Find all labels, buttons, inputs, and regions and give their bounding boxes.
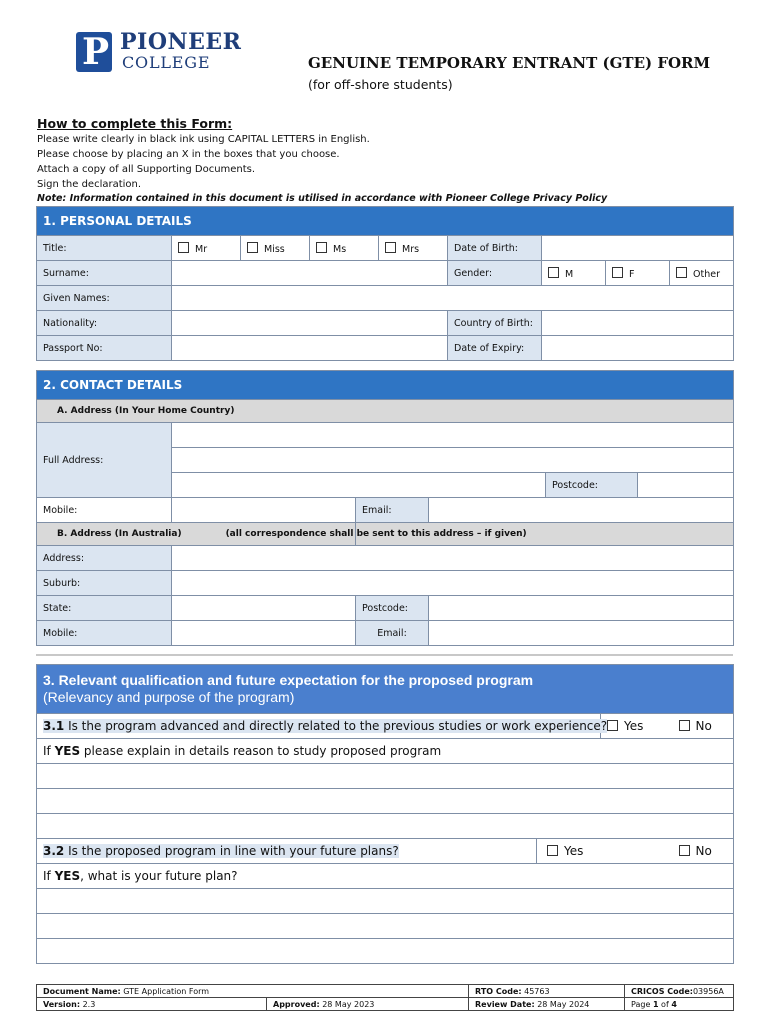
footer-rto: RTO Code: 45763 <box>469 985 625 998</box>
au-postcode-field[interactable] <box>429 596 734 621</box>
checkbox-icon <box>548 267 559 278</box>
home-postcode-field[interactable] <box>638 473 734 498</box>
australia-address-subheading: B. Address (In Australia) (all correspondence shall be sent to this address – if given) <box>37 523 356 546</box>
question-3-1: 3.1 Is the program advanced and directly related to the previous studies or work experience? <box>37 714 601 739</box>
instruction-line: Attach a copy of all Supporting Documents. <box>37 164 256 175</box>
gender-other-checkbox[interactable]: Other <box>670 261 734 286</box>
au-mobile-field[interactable] <box>172 621 356 646</box>
page-subtitle: (for off-shore students) <box>308 77 453 92</box>
state-field[interactable] <box>172 596 356 621</box>
instructions-title: How to complete this Form: <box>37 116 233 131</box>
title-mr-checkbox[interactable]: Mr <box>172 236 241 261</box>
expiry-field[interactable] <box>542 336 734 361</box>
checkbox-icon <box>607 720 618 731</box>
q1-answer-line[interactable] <box>37 764 734 789</box>
au-address-label: Address: <box>37 546 172 571</box>
au-email-field[interactable] <box>429 621 734 646</box>
checkbox-icon <box>676 267 687 278</box>
title-miss-checkbox[interactable]: Miss <box>241 236 310 261</box>
footer-version: Version: 2.3 <box>37 998 267 1011</box>
checkbox-icon <box>247 242 258 253</box>
q2-no-checkbox[interactable]: No <box>673 839 734 864</box>
personal-details-table <box>36 206 734 361</box>
full-address-line-1[interactable] <box>172 423 734 448</box>
suburb-field[interactable] <box>172 571 734 596</box>
checkbox-icon <box>679 720 690 731</box>
footer-cricos: CRICOS Code:03956A <box>625 985 734 998</box>
q2-answer-line[interactable] <box>37 914 734 939</box>
au-address-field[interactable] <box>172 546 734 571</box>
q1-answer-line[interactable] <box>37 789 734 814</box>
country-of-birth-label: Country of Birth: <box>448 311 542 336</box>
footer-approved: Approved: 28 May 2023 <box>267 998 469 1011</box>
footer-page: Page 1 of 4 <box>625 998 734 1011</box>
college-logo-icon: P <box>76 32 112 72</box>
surname-field[interactable] <box>172 261 448 286</box>
footer-review: Review Date: 28 May 2024 <box>469 998 625 1011</box>
instruction-line: Please choose by placing an X in the boxes that you choose. <box>37 149 340 160</box>
nationality-field[interactable] <box>172 311 448 336</box>
section-2-heading: 2. CONTACT DETAILS <box>37 371 734 400</box>
q1-answer-line[interactable] <box>37 814 734 839</box>
question-3-2: 3.2 Is the proposed program in line with your future plans? <box>37 839 537 864</box>
given-names-field[interactable] <box>172 286 734 311</box>
passport-label: Passport No: <box>37 336 172 361</box>
given-names-label: Given Names: <box>37 286 172 311</box>
home-address-subheading: A. Address (In Your Home Country) <box>37 400 734 423</box>
title-label: Title: <box>37 236 172 261</box>
logo-sub: COLLEGE <box>122 53 211 72</box>
au-email-label: Email: <box>356 621 429 646</box>
q1-yes-checkbox[interactable]: Yes <box>601 714 673 739</box>
home-email-field[interactable] <box>429 498 734 523</box>
instruction-line: Please write clearly in black ink using CAPITAL LETTERS in English. <box>37 134 370 145</box>
suburb-label: Suburb: <box>37 571 172 596</box>
page-title: GENUINE TEMPORARY ENTRANT (GTE) FORM <box>308 54 711 72</box>
document-footer <box>36 984 734 1011</box>
state-label: State: <box>37 596 172 621</box>
home-mobile-label: Mobile: <box>37 498 172 523</box>
dob-field[interactable] <box>542 236 734 261</box>
section-3-table <box>36 664 734 964</box>
footer-docname: Document Name: GTE Application Form <box>37 985 469 998</box>
section-divider <box>36 654 733 656</box>
passport-field[interactable] <box>172 336 448 361</box>
section-1-heading: 1. PERSONAL DETAILS <box>37 207 734 236</box>
q1-no-checkbox[interactable]: No <box>673 714 734 739</box>
title-mrs-checkbox[interactable]: Mrs <box>379 236 448 261</box>
expiry-label: Date of Expiry: <box>448 336 542 361</box>
checkbox-icon <box>178 242 189 253</box>
home-email-label: Email: <box>356 498 429 523</box>
gender-m-checkbox[interactable]: M <box>542 261 606 286</box>
country-of-birth-field[interactable] <box>542 311 734 336</box>
privacy-note: Note: Information contained in this document is utilised in accordance with Pioneer College Privacy Policy <box>37 193 608 204</box>
q2-answer-line[interactable] <box>37 939 734 964</box>
checkbox-icon <box>316 242 327 253</box>
home-mobile-field[interactable] <box>172 498 356 523</box>
logo-name: PIONEER <box>120 29 242 55</box>
q1-follow-up: If YES please explain in details reason to study proposed program <box>37 739 734 764</box>
q2-follow-up: If YES, what is your future plan? <box>37 864 734 889</box>
full-address-line-3[interactable] <box>172 473 546 498</box>
section-3-heading: 3. Relevant qualification and future expectation for the proposed program (Relevancy and purpose of the program) <box>37 665 734 714</box>
au-mobile-label: Mobile: <box>37 621 172 646</box>
contact-details-table <box>36 370 734 646</box>
checkbox-icon <box>547 845 558 856</box>
checkbox-icon <box>679 845 690 856</box>
gender-label: Gender: <box>448 261 542 286</box>
checkbox-icon <box>385 242 396 253</box>
checkbox-icon <box>612 267 623 278</box>
q2-yes-checkbox[interactable]: Yes <box>537 839 673 864</box>
q2-answer-line[interactable] <box>37 889 734 914</box>
surname-label: Surname: <box>37 261 172 286</box>
instruction-line: Sign the declaration. <box>37 179 142 190</box>
full-address-line-2[interactable] <box>172 448 734 473</box>
home-postcode-label: Postcode: <box>546 473 638 498</box>
title-ms-checkbox[interactable]: Ms <box>310 236 379 261</box>
nationality-label: Nationality: <box>37 311 172 336</box>
au-postcode-label: Postcode: <box>356 596 429 621</box>
full-address-label: Full Address: <box>37 423 172 498</box>
gender-f-checkbox[interactable]: F <box>606 261 670 286</box>
dob-label: Date of Birth: <box>448 236 542 261</box>
